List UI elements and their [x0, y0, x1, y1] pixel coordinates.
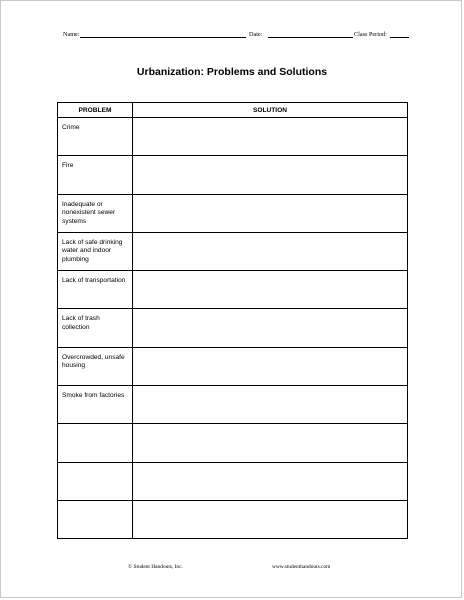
- problem-cell: [58, 462, 133, 500]
- problems-solutions-table: [57, 102, 408, 539]
- solution-column-header: SOLUTION: [133, 103, 408, 118]
- class-period-label: Class Period:: [354, 31, 387, 38]
- problem-cell: Lack of safe drinking water and indoor plumbing: [58, 232, 133, 270]
- problem-cell: Inadequate or nonexistent sewer systems: [58, 194, 133, 232]
- problem-cell: Crime: [58, 118, 133, 156]
- problem-cell: Lack of transportation: [58, 271, 133, 309]
- solution-cell: [133, 500, 408, 538]
- table-row: [58, 500, 408, 538]
- problem-cell: Overcrowded, unsafe housing: [58, 347, 133, 385]
- solution-cell: [133, 462, 408, 500]
- problem-cell: Smoke from factories: [58, 386, 133, 424]
- copyright-footer: © Student Handouts, Inc.: [128, 564, 183, 570]
- solution-cell: [133, 347, 408, 385]
- problem-cell: [58, 500, 133, 538]
- solution-cell: [133, 156, 408, 194]
- table-row: [58, 424, 408, 462]
- table-row: [58, 347, 408, 385]
- solution-cell: [133, 232, 408, 270]
- table-header-row: [58, 103, 408, 118]
- table-row: [58, 194, 408, 232]
- solution-cell: [133, 424, 408, 462]
- solution-cell: [133, 118, 408, 156]
- problem-column-header: PROBLEM: [58, 103, 133, 118]
- class-period-blank: [390, 37, 409, 38]
- table-row: [58, 232, 408, 270]
- table-row: [58, 156, 408, 194]
- solution-cell: [133, 386, 408, 424]
- solution-cell: [133, 309, 408, 347]
- date-label: Date:: [249, 31, 263, 38]
- problem-cell: [58, 424, 133, 462]
- date-blank: [268, 37, 353, 38]
- problem-cell: Fire: [58, 156, 133, 194]
- student-info-line: [63, 28, 423, 42]
- worksheet-title: Urbanization: Problems and Solutions: [136, 66, 328, 78]
- table-row: [58, 386, 408, 424]
- table-row: [58, 309, 408, 347]
- solution-cell: [133, 194, 408, 232]
- table-row: [58, 118, 408, 156]
- table-row: [58, 271, 408, 309]
- website-footer: www.studenthandouts.com: [272, 564, 331, 570]
- table-row: [58, 462, 408, 500]
- name-label: Name:: [63, 31, 80, 38]
- name-blank: [80, 37, 246, 38]
- solution-cell: [133, 271, 408, 309]
- problem-cell: Lack of trash collection: [58, 309, 133, 347]
